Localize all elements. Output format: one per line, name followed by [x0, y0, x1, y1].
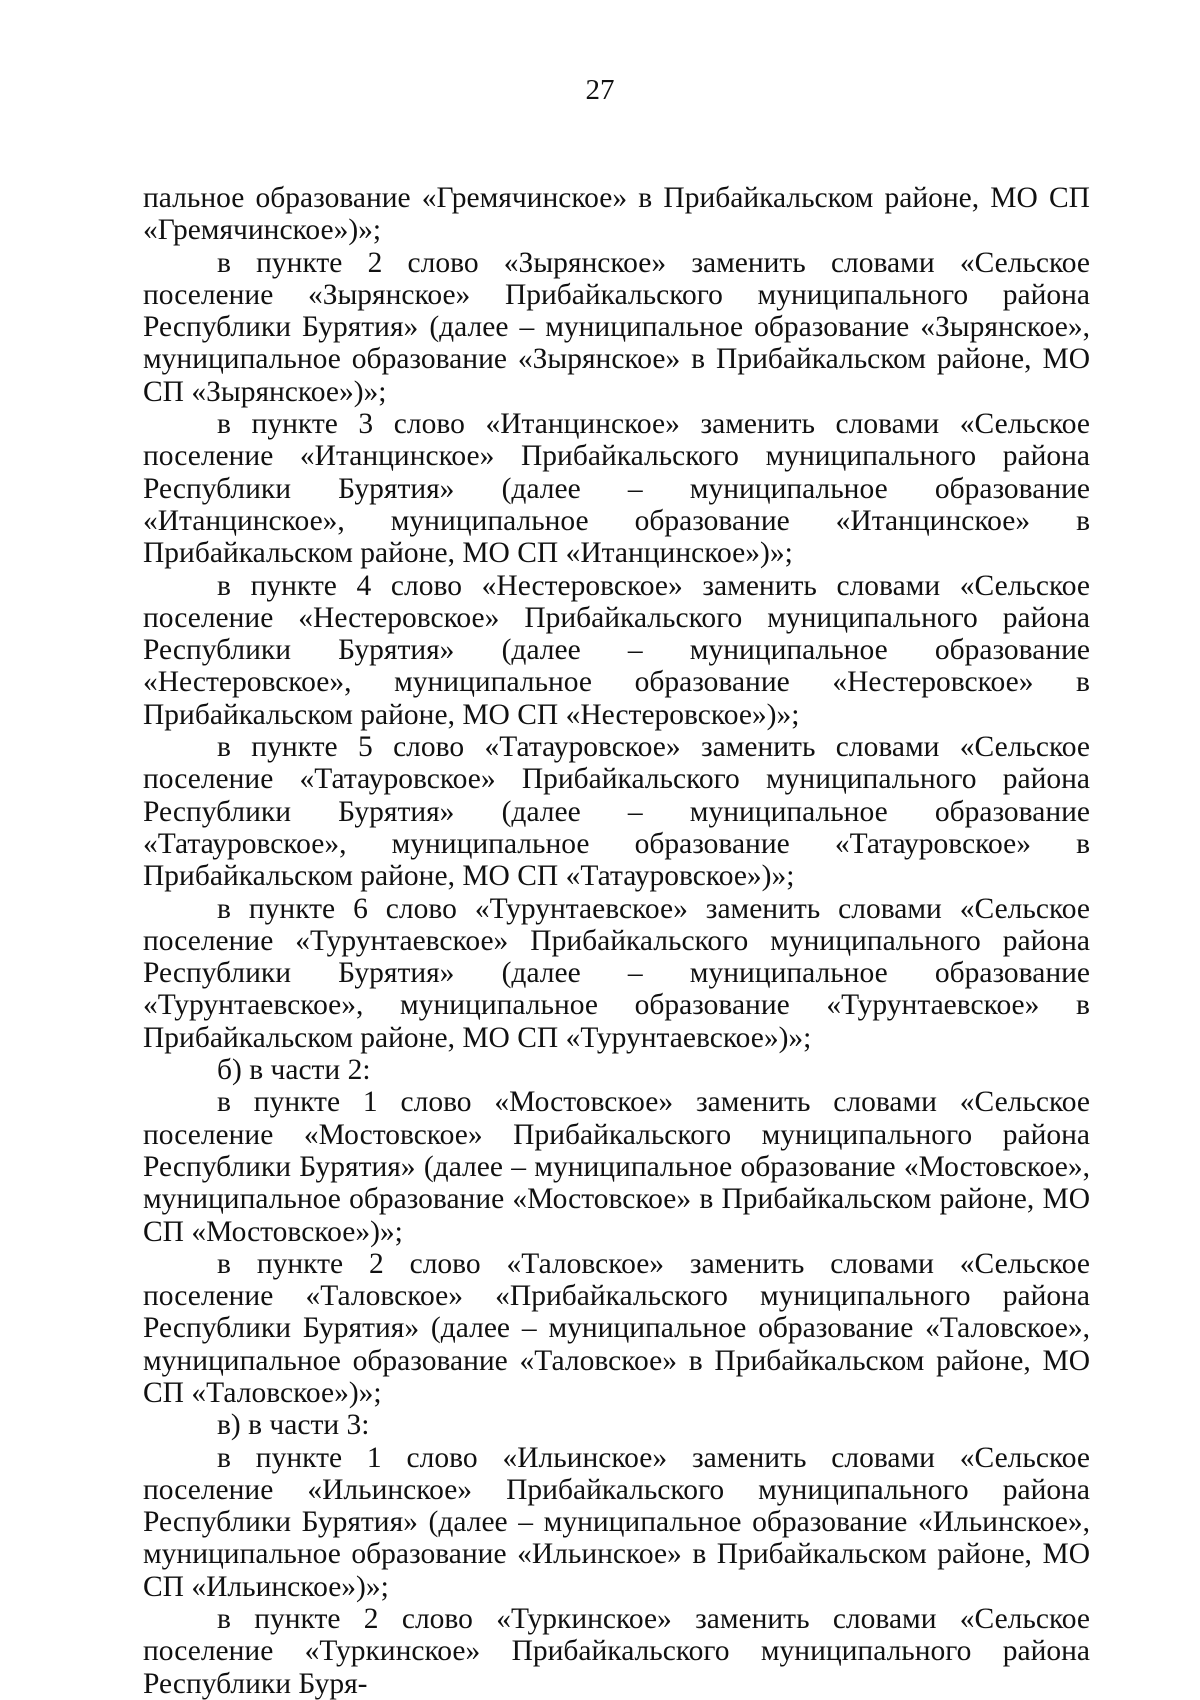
paragraph-1: пальное образование «Гремячинское» в Прибайкальском районе, МО СП «Гремячинское»)»;	[143, 182, 1090, 247]
paragraph-11: в пункте 1 слово «Ильинское» заменить словами «Сельское поселение «Ильинское» Прибайкальского муниципального района Республики Бурятия» (далее – муниципальное образование «Ильинское», муниципальное образование «Ильинское» в Прибайкальском районе, МО СП «Ильинское»)»;	[143, 1441, 1090, 1603]
page-number: 27	[585, 74, 615, 106]
paragraph-9: в пункте 2 слово «Таловское» заменить словами «Сельское поселение «Таловское» «Прибайкальского муниципального района Республики Бурятия» (далее – муниципальное образование «Таловское», муниципальное образование «Таловское» в Прибайкальском районе, МО СП «Таловское»)»;	[143, 1247, 1090, 1409]
paragraph-3: в пункте 3 слово «Итанцинское» заменить словами «Сельское поселение «Итанцинское» Прибайкальского муниципального района Республики Бурятия» (далее – муниципальное образование «Итанцинское», муниципальное образование «Итанцинское» в Прибайкальском районе, МО СП «Итанцинское»)»;	[143, 408, 1090, 570]
paragraph-2: в пункте 2 слово «Зырянское» заменить словами «Сельское поселение «Зырянское» Прибайкальского муниципального района Республики Бурятия» (далее – муниципальное образование «Зырянское», муниципальное образование «Зырянское» в Прибайкальском районе, МО СП «Зырянское»)»;	[143, 246, 1090, 408]
paragraph-7: б) в части 2:	[217, 1054, 371, 1087]
paragraph-12: в пункте 2 слово «Туркинское» заменить словами «Сельское поселение «Туркинское» Прибайкальского муниципального района Республики Буря-	[143, 1603, 1090, 1700]
paragraph-5: в пункте 5 слово «Татауровское» заменить словами «Сельское поселение «Татауровское» Прибайкальского муниципального района Республики Бурятия» (далее – муниципальное образование «Татауровское», муниципальное образование «Татауровское» в Прибайкальском районе, МО СП «Татауровское»)»;	[143, 731, 1090, 893]
paragraph-4: в пункте 4 слово «Нестеровское» заменить словами «Сельское поселение «Нестеровское» Прибайкальского муниципального района Республики Бурятия» (далее – муниципальное образование «Нестеровское», муниципальное образование «Нестеровское» в Прибайкальском районе, МО СП «Нестеровское»)»;	[143, 569, 1090, 731]
paragraph-10: в) в части 3:	[217, 1409, 370, 1442]
document-body	[143, 182, 1090, 1700]
paragraph-6: в пункте 6 слово «Турунтаевское» заменить словами «Сельское поселение «Турунтаевское» Прибайкальского муниципального района Республики Бурятия» (далее – муниципальное образование «Турунтаевское», муниципальное образование «Турунтаевское» в Прибайкальском районе, МО СП «Турунтаевское»)»;	[143, 892, 1090, 1054]
paragraph-8: в пункте 1 слово «Мостовское» заменить словами «Сельское поселение «Мостовское» Прибайкальского муниципального района Республики Бурятия» (далее – муниципальное образование «Мостовское», муниципальное образование «Мостовское» в Прибайкальском районе, МО СП «Мостовское»)»;	[143, 1086, 1090, 1248]
